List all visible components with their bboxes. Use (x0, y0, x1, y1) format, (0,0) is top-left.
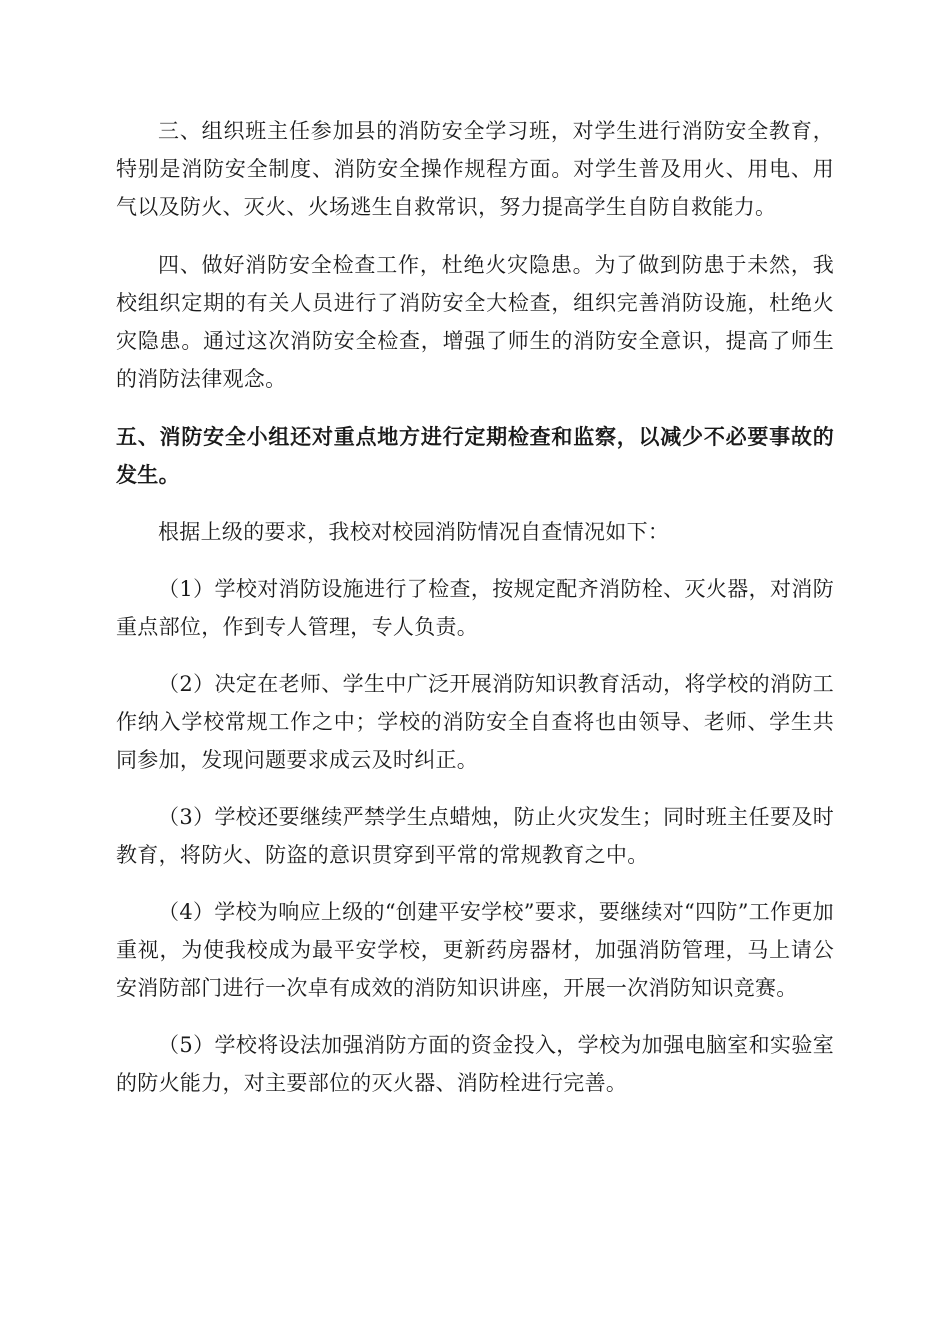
document-page (116, 112, 834, 1102)
heading-section-five: 五、消防安全小组还对重点地方进行定期检查和监察，以减少不必要事故的发生。 (116, 425, 834, 487)
paragraph-self-check-intro: 根据上级的要求，我校对校园消防情况自查情况如下： (158, 520, 670, 544)
paragraph-item-2: （2）决定在老师、学生中广泛开展消防知识教育活动，将学校的消防工作纳入学校常规工作之中；学校的消防安全自查将也由领导、老师、学生共同参加，发现问题要求成云及时纠正。 (116, 672, 834, 772)
paragraph-item-1: （1）学校对消防设施进行了检查，按规定配齐消防栓、灭火器，对消防重点部位，作到专人管理，专人负责。 (116, 577, 834, 639)
paragraph-section-three: 三、组织班主任参加县的消防安全学习班，对学生进行消防安全教育，特别是消防安全制度、消防安全操作规程方面。对学生普及用火、用电、用气以及防火、灭火、火场逃生自救常识，努力提高学生自防自救能力。 (116, 119, 834, 219)
paragraph-item-3: （3）学校还要继续严禁学生点蜡烛，防止火灾发生；同时班主任要及时教育，将防火、防盗的意识贯穿到平常的常规教育之中。 (116, 805, 834, 867)
paragraph-item-5: （5）学校将设法加强消防方面的资金投入，学校为加强电脑室和实验室的防火能力，对主要部位的灭火器、消防栓进行完善。 (116, 1033, 834, 1095)
paragraph-section-four: 四、做好消防安全检查工作，杜绝火灾隐患。为了做到防患于未然，我校组织定期的有关人员进行了消防安全大检查，组织完善消防设施，杜绝火灾隐患。通过这次消防安全检查，增强了师生的消防安全意识，提高了师生的消防法律观念。 (116, 253, 834, 391)
paragraph-item-4: （4）学校为响应上级的“创建平安学校”要求，要继续对“四防”工作更加重视，为使我校成为最平安学校，更新药房器材，加强消防管理，马上请公安消防部门进行一次卓有成效的消防知识讲座，开展一次消防知识竞赛。 (116, 900, 834, 1000)
